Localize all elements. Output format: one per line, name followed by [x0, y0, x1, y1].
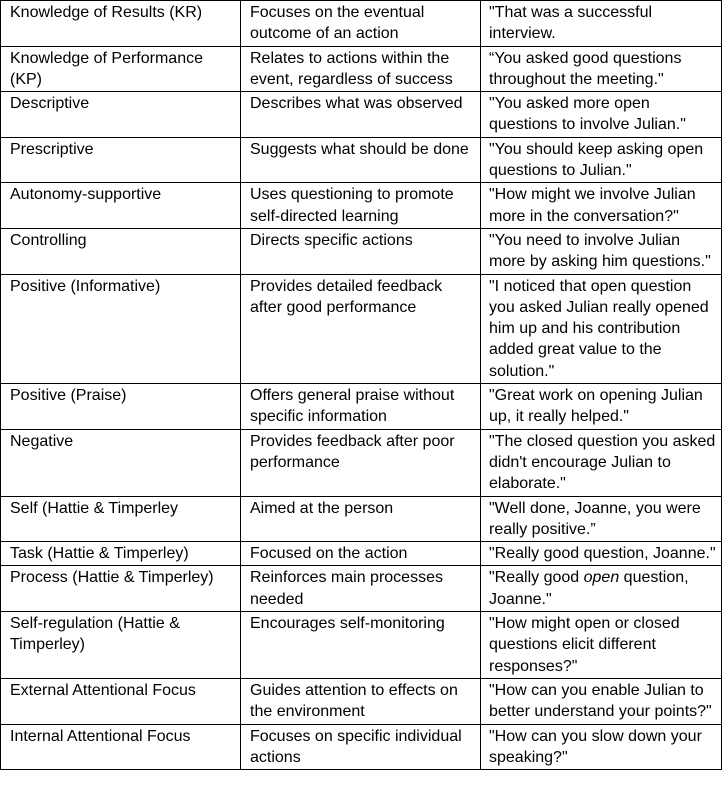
example-text: "Really good [489, 569, 584, 587]
table-row [1, 678, 722, 724]
description-cell: Focuses on the eventual outcome of an action [241, 1, 481, 47]
description-cell: Suggests what should be done [241, 137, 481, 183]
example-cell: "You asked more open questions to involve Julian." [481, 92, 722, 138]
table-row [1, 612, 722, 679]
description-cell: Encourages self-monitoring [241, 612, 481, 679]
type-cell: Task (Hattie & Timperley) [1, 542, 241, 566]
table-row [1, 1, 722, 47]
example-cell: "The closed question you asked didn't encourage Julian to elaborate." [481, 429, 722, 496]
table-row [1, 429, 722, 496]
type-cell: Knowledge of Results (KR) [1, 1, 241, 47]
type-cell: Positive (Praise) [1, 384, 241, 430]
type-cell: Negative [1, 429, 241, 496]
type-cell: Process (Hattie & Timperley) [1, 566, 241, 612]
description-cell: Focuses on specific individual actions [241, 724, 481, 770]
table-row [1, 542, 722, 566]
type-cell: Positive (Informative) [1, 274, 241, 383]
table-row [1, 566, 722, 612]
description-cell: Uses questioning to promote self-directed learning [241, 183, 481, 229]
table-row [1, 384, 722, 430]
table-row [1, 496, 722, 542]
description-cell: Reinforces main processes needed [241, 566, 481, 612]
table-row [1, 724, 722, 770]
example-text: question, Joanne." [489, 569, 689, 608]
example-cell: "How might we involve Julian more in the conversation?" [481, 183, 722, 229]
type-cell: Autonomy-supportive [1, 183, 241, 229]
type-cell: Knowledge of Performance (KP) [1, 46, 241, 92]
example-cell: "Great work on opening Julian up, it really helped." [481, 384, 722, 430]
example-cell: "I noticed that open question you asked Julian really opened him up and his contribution added great value to the solution." [481, 274, 722, 383]
table-row [1, 137, 722, 183]
type-cell: Self (Hattie & Timperley [1, 496, 241, 542]
description-cell: Aimed at the person [241, 496, 481, 542]
example-cell: "Well done, Joanne, you were really positive.” [481, 496, 722, 542]
type-cell: External Attentional Focus [1, 678, 241, 724]
example-cell: "You should keep asking open questions to Julian." [481, 137, 722, 183]
example-cell: “You asked good questions throughout the meeting." [481, 46, 722, 92]
table-row [1, 274, 722, 383]
type-cell: Prescriptive [1, 137, 241, 183]
example-cell: "How can you slow down your speaking?" [481, 724, 722, 770]
table-row [1, 46, 722, 92]
type-cell: Descriptive [1, 92, 241, 138]
table-row [1, 228, 722, 274]
description-cell: Offers general praise without specific information [241, 384, 481, 430]
example-cell: "That was a successful interview. [481, 1, 722, 47]
description-cell: Provides detailed feedback after good performance [241, 274, 481, 383]
description-cell: Focused on the action [241, 542, 481, 566]
example-emphasis: open [583, 569, 620, 587]
table-row [1, 183, 722, 229]
description-cell: Provides feedback after poor performance [241, 429, 481, 496]
type-cell: Controlling [1, 228, 241, 274]
description-cell: Guides attention to effects on the environment [241, 678, 481, 724]
table-row [1, 92, 722, 138]
description-cell: Relates to actions within the event, regardless of success [241, 46, 481, 92]
type-cell: Internal Attentional Focus [1, 724, 241, 770]
type-cell: Self-regulation (Hattie & Timperley) [1, 612, 241, 679]
description-cell: Directs specific actions [241, 228, 481, 274]
example-cell: "Really good question, Joanne." [481, 542, 722, 566]
description-cell: Describes what was observed [241, 92, 481, 138]
example-cell: "You need to involve Julian more by asking him questions." [481, 228, 722, 274]
example-cell [481, 566, 722, 612]
example-cell: "How might open or closed questions elicit different responses?" [481, 612, 722, 679]
example-cell: "How can you enable Julian to better understand your points?" [481, 678, 722, 724]
